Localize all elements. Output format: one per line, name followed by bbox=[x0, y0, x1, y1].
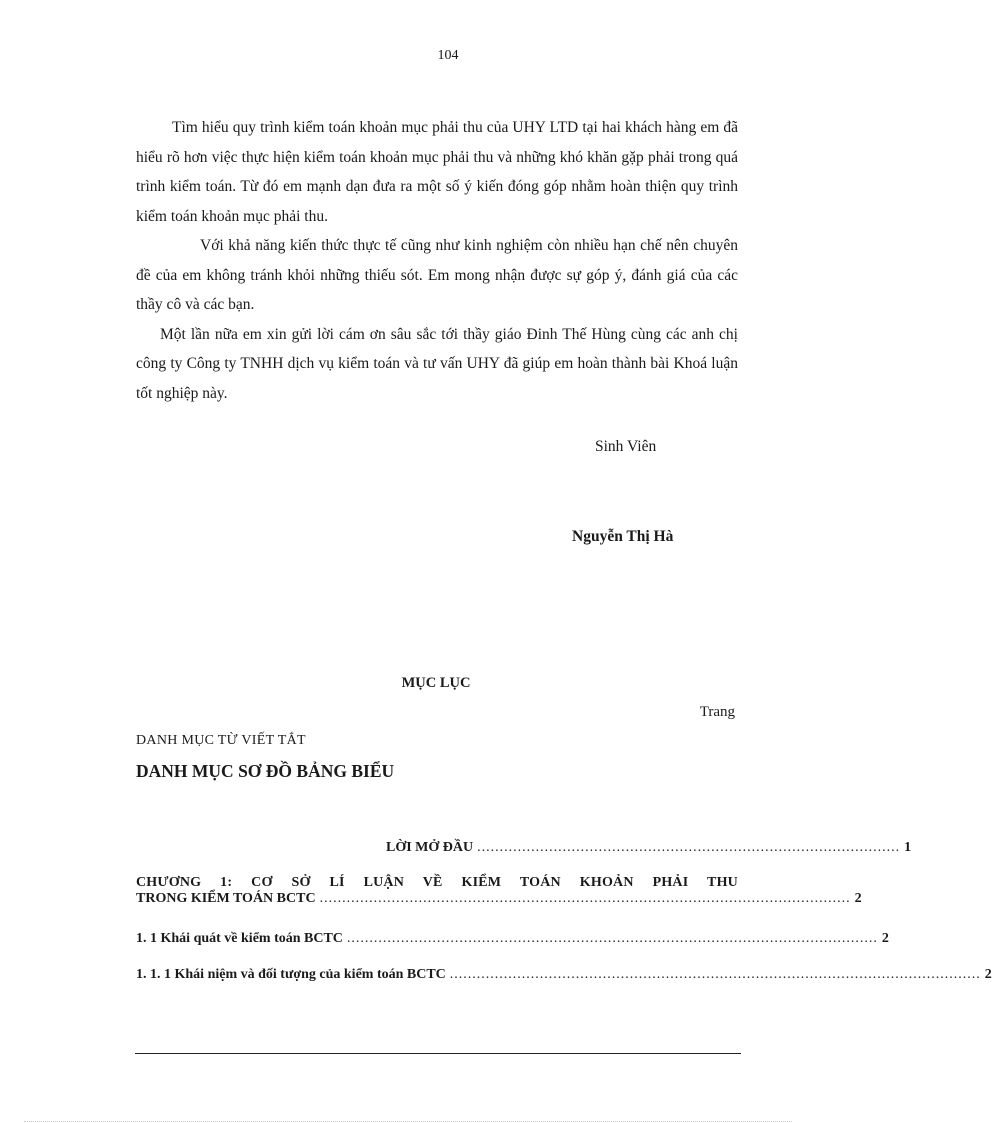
toc-title: MỤC LỤC bbox=[401, 675, 471, 691]
toc-entry-page: 2 bbox=[984, 967, 992, 982]
toc-entry-label: LỜI MỞ ĐẦU bbox=[386, 840, 474, 855]
signature-role: Sinh Viên bbox=[595, 438, 657, 455]
toc-leader-dots: .............................................................................................. bbox=[477, 840, 901, 855]
toc-leader-dots: ...................................................................................................................... bbox=[319, 891, 851, 906]
toc-entry-label: 1. 1. 1 Khái niệm và đối tượng của kiểm toán BCTC bbox=[136, 967, 446, 982]
toc-leader-dots: ...................................................................................................................... bbox=[449, 967, 981, 982]
abbreviations-heading: DANH MỤC TỪ VIẾT TẮT bbox=[136, 733, 306, 748]
toc-entry-section-1-1[interactable] bbox=[136, 931, 889, 947]
paragraph-1: Tìm hiểu quy trình kiểm toán khoản mục phải thu của UHY LTD tại hai khách hàng em đã hiểu rõ hơn việc thực hiện kiểm toán khoản mục phải thu và những khó khăn gặp phải trong quá trình kiểm toán. Từ đó em mạnh dạn đưa ra một số ý kiến đóng góp nhằm hoàn thiện quy trình kiểm toán khoản mục phải thu. bbox=[136, 119, 738, 225]
toc-entry-chapter-1[interactable] bbox=[136, 875, 862, 907]
page-number: 104 bbox=[437, 48, 459, 63]
toc-entry-label-line1: CHƯƠNG 1: CƠ SỞ LÍ LUẬN VỀ KIỂM TOÁN KHOẢN PHẢI THU bbox=[136, 875, 738, 890]
toc-page-header: Trang bbox=[699, 704, 735, 720]
toc-entry-page: 2 bbox=[854, 891, 862, 906]
toc-leader-dots: ...................................................................................................................... bbox=[346, 931, 878, 946]
toc-entry-page: 2 bbox=[881, 931, 889, 946]
paragraph-2: Với khả năng kiến thức thực tế cũng như kinh nghiệm còn nhiều hạn chế nên chuyên đề của em không tránh khỏi những thiếu sót. Em mong nhận được sự góp ý, đánh giá của các thầy cô và các bạn. bbox=[136, 237, 738, 313]
page-bottom-dotted-line bbox=[24, 1121, 792, 1122]
body-text bbox=[136, 113, 738, 408]
toc-entry-section-1-1-1[interactable] bbox=[136, 967, 992, 983]
paragraph-3: Một lần nữa em xin gửi lời cám ơn sâu sắc tới thầy giáo Đinh Thế Hùng cùng các anh chị công ty Công ty TNHH dịch vụ kiểm toán và tư vấn UHY đã giúp em hoàn thành bài Khoá luận tốt nghiệp này. bbox=[136, 325, 738, 402]
toc-entry-introduction[interactable] bbox=[136, 840, 912, 856]
signature-name: Nguyễn Thị Hà bbox=[572, 528, 674, 545]
footer-rule bbox=[135, 1053, 741, 1054]
toc-entry-label-line2: TRONG KIỂM TOÁN BCTC bbox=[136, 891, 316, 906]
toc-entry-label: 1. 1 Khái quát về kiểm toán BCTC bbox=[136, 931, 343, 946]
diagrams-heading: DANH MỤC SƠ ĐỒ BẢNG BIỂU bbox=[136, 761, 395, 781]
toc-entry-page: 1 bbox=[904, 840, 912, 855]
